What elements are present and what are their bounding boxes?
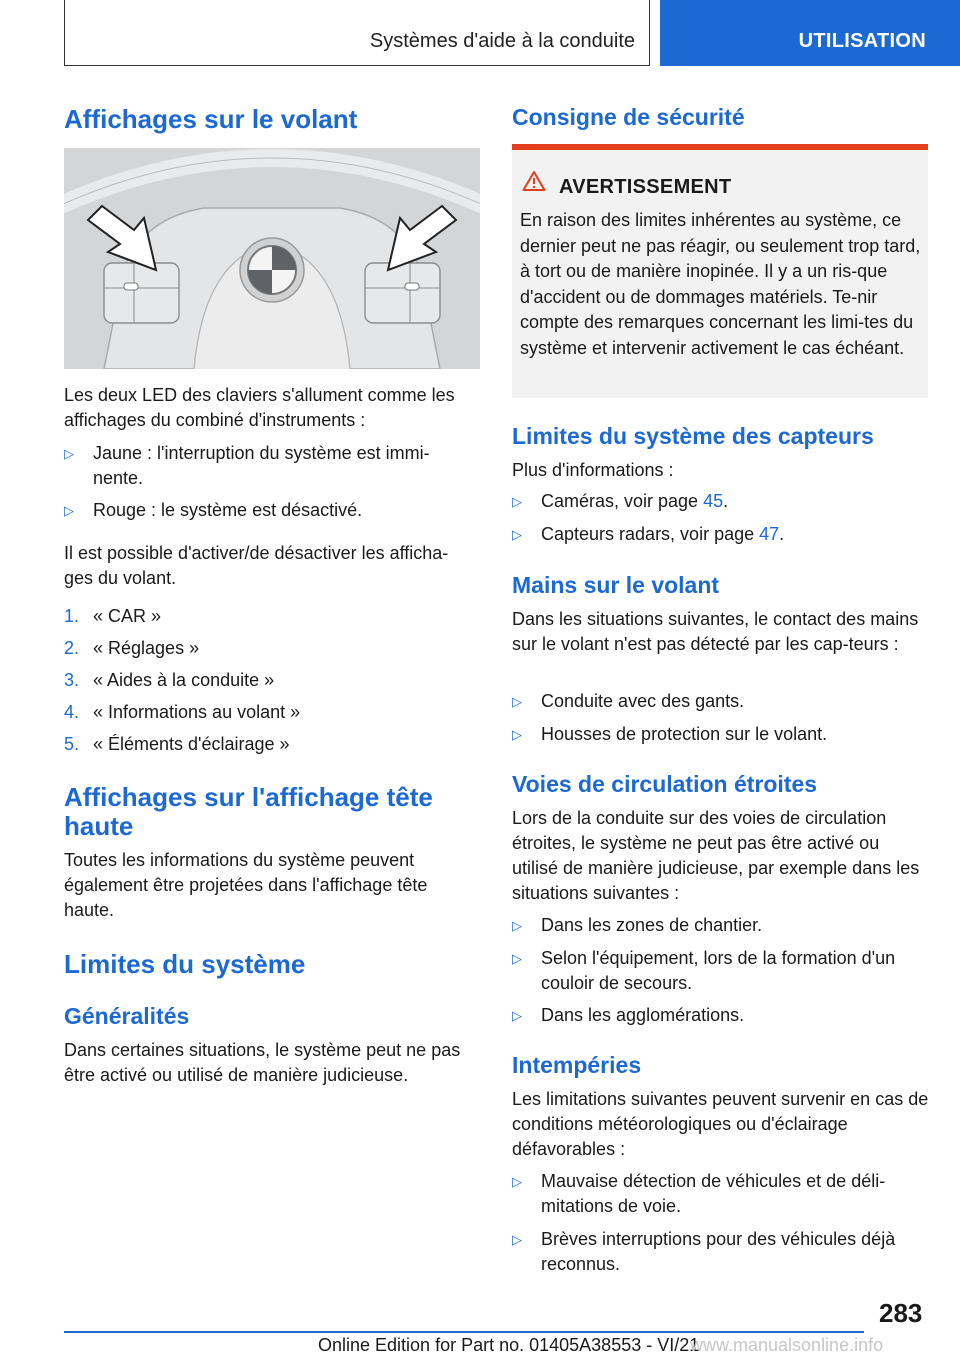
header-tab-label: UTILISATION	[798, 30, 926, 52]
list-item-text: Dans les agglomérations.	[541, 1005, 745, 1025]
heading-generalites: Généralités	[64, 1003, 190, 1029]
list-item-text: Jaune : l'interruption du système est immi- nente.	[93, 443, 430, 488]
step-text: « Éléments d'éclairage »	[93, 734, 290, 754]
list-item-text: Selon l'équipement, lors de la formation d'un couloir de secours.	[541, 948, 896, 993]
step-text: « Informations au volant »	[93, 702, 301, 722]
page-number: 283	[879, 1298, 923, 1328]
paragraph-voies: Lors de la conduite sur des voies de circulation étroites, le système ne peut pas être activé ou utilisé de manière judicieuse, par exemple dans les situations suivantes :	[512, 808, 920, 903]
paragraph-capteurs: Plus d'informations :	[512, 460, 674, 480]
list-item-text: Rouge : le système est désactivé.	[93, 500, 363, 520]
step-item	[64, 668, 480, 693]
list-item	[512, 689, 928, 714]
step-text: « CAR »	[93, 606, 162, 626]
triangle-bullet-icon: ▷	[512, 1174, 522, 1189]
step-number: 5.	[64, 734, 80, 754]
list-item-text: Brèves interruptions pour des véhicules déjà reconnus.	[541, 1229, 896, 1274]
heading-affichages-volant: Affichages sur le volant	[64, 104, 358, 134]
footer-edition: Online Edition for Part no. 01405A38553 - VI/21	[318, 1335, 700, 1355]
triangle-bullet-icon: ▷	[512, 494, 522, 509]
list-item	[64, 441, 480, 491]
header-section-title: Systèmes d'aide à la conduite	[369, 30, 635, 52]
list-item	[512, 489, 928, 514]
heading-limites-systeme: Limites du système	[64, 949, 306, 979]
heading-affichage-tete-haute: Affichages sur l'affichage tête haute	[64, 782, 433, 841]
list-item	[512, 913, 928, 938]
step-item	[64, 604, 480, 629]
heading-limites-capteurs: Limites du système des capteurs	[512, 423, 874, 449]
list-item	[64, 498, 480, 523]
paragraph-hud: Toutes les informations du système peuvent également être projetées dans l'affichage tête haute.	[64, 850, 428, 920]
list-item-text: Mauvaise détection de véhicules et de déli-mitations de voie.	[541, 1171, 886, 1216]
warning-body: En raison des limites inhérentes au système, ce dernier peut ne pas réagir, ou seulement trop tard, à tort ou de manière inopinée. Il y a un ris-que d'accident ou de dommages matériels. Te-nir compte des remarques concernant les limi-tes du système et intervenir activement le cas échéant.	[520, 210, 921, 358]
step-item	[64, 732, 480, 757]
list-item	[512, 1227, 928, 1277]
header-section-box	[64, 0, 650, 66]
step-number: 4.	[64, 702, 80, 722]
step-number: 3.	[64, 670, 80, 690]
warning-title: AVERTISSEMENT	[559, 176, 732, 198]
triangle-bullet-icon: ▷	[512, 727, 522, 742]
footer-divider	[64, 1331, 864, 1333]
list-item	[512, 946, 928, 996]
triangle-bullet-icon: ▷	[512, 1232, 522, 1247]
triangle-bullet-icon: ▷	[512, 694, 522, 709]
paragraph-generalites: Dans certaines situations, le système peut ne pas être activé ou utilisé de manière judicieuse.	[64, 1040, 461, 1085]
paragraph-led: Les deux LED des claviers s'allument comme les affichages du combiné d'instruments :	[64, 385, 455, 430]
list-item-text	[541, 522, 784, 547]
header-tab	[660, 0, 960, 66]
footer-watermark: www.manualsonline.info	[690, 1335, 884, 1355]
paragraph-intemperies: Les limitations suivantes peuvent survenir en cas de conditions météorologiques ou d'éclairage défavorables :	[512, 1089, 929, 1159]
list-item	[512, 722, 928, 747]
list-item-text: Dans les zones de chantier.	[541, 915, 763, 935]
steering-wheel-image	[64, 148, 480, 369]
paragraph-mains: Dans les situations suivantes, le contact des mains sur le volant n'est pas détecté par les cap-teurs :	[512, 609, 919, 654]
warning-triangle-icon	[522, 170, 546, 192]
step-item	[64, 636, 480, 661]
heading-mains-volant: Mains sur le volant	[512, 572, 720, 598]
list-item-label: Caméras, voir page	[541, 491, 704, 511]
step-text: « Réglages »	[93, 638, 200, 658]
page-link-45[interactable]: 45	[703, 491, 724, 511]
list-item	[512, 1169, 928, 1219]
list-item	[512, 522, 928, 547]
heading-intemperies: Intempéries	[512, 1052, 642, 1078]
list-item-text: Conduite avec des gants.	[541, 691, 745, 711]
list-item-label: Capteurs radars, voir page	[541, 524, 760, 544]
heading-consigne-securite: Consigne de sécurité	[512, 104, 745, 130]
heading-voies-etroites: Voies de circulation étroites	[512, 771, 818, 797]
warning-box	[512, 144, 928, 398]
triangle-bullet-icon: ▷	[512, 918, 522, 933]
list-item-end: .	[779, 524, 785, 544]
step-number: 2.	[64, 638, 80, 658]
step-item	[64, 700, 480, 725]
paragraph-activate: Il est possible d'activer/de désactiver les afficha- ges du volant.	[64, 543, 449, 588]
list-item-text: Housses de protection sur le volant.	[541, 724, 828, 744]
list-item-text	[541, 489, 728, 514]
triangle-bullet-icon: ▷	[64, 446, 74, 461]
step-text: « Aides à la conduite »	[93, 670, 275, 690]
steering-wheel-illustration	[64, 148, 480, 369]
triangle-bullet-icon: ▷	[512, 951, 522, 966]
list-item	[512, 1003, 928, 1028]
page-link-47[interactable]: 47	[759, 524, 780, 544]
list-item-end: .	[723, 491, 729, 511]
triangle-bullet-icon: ▷	[64, 503, 74, 518]
step-number: 1.	[64, 606, 80, 626]
triangle-bullet-icon: ▷	[512, 1008, 522, 1023]
triangle-bullet-icon: ▷	[512, 527, 522, 542]
